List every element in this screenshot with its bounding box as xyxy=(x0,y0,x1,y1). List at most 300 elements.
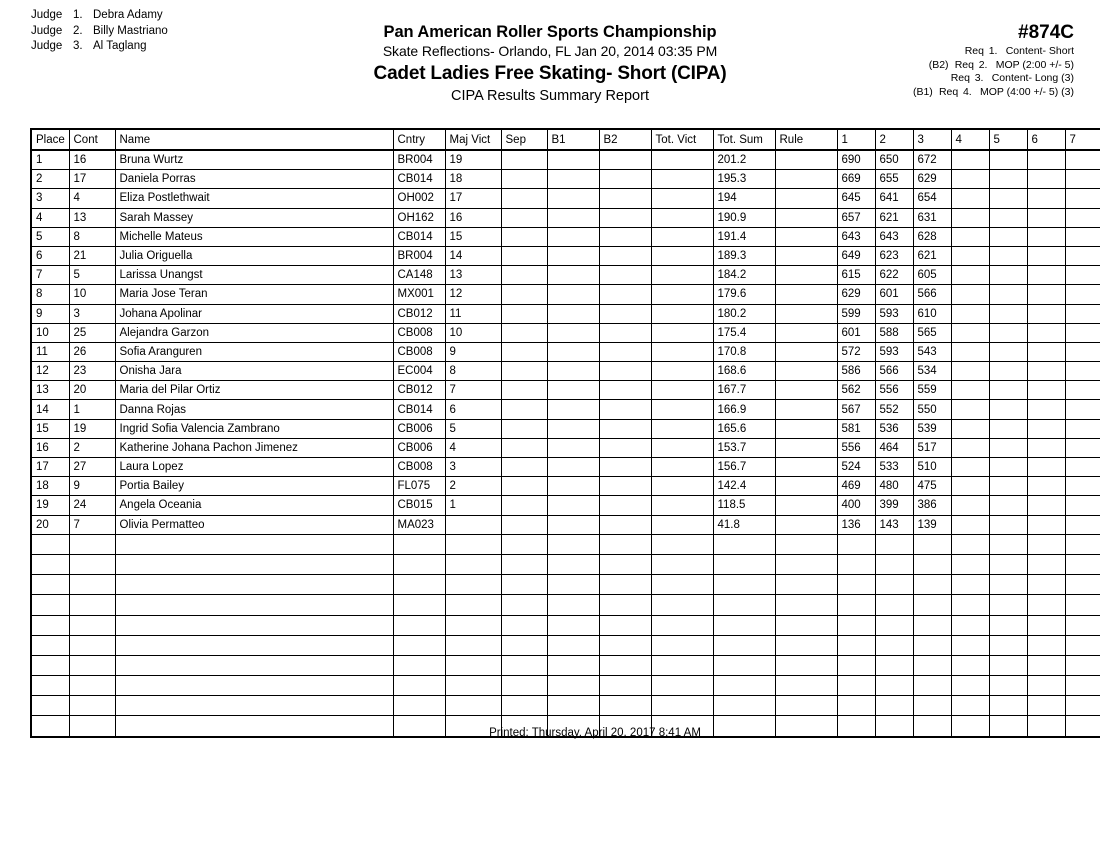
cell-j4 xyxy=(951,170,989,189)
cell-cont: 8 xyxy=(69,227,115,246)
requirement-index: 4. xyxy=(962,85,972,98)
cell-j7 xyxy=(1065,246,1100,265)
cell-b2 xyxy=(599,323,651,342)
cell-j3: 517 xyxy=(913,438,951,457)
table-row[interactable] xyxy=(31,458,1100,477)
cell-j2: 601 xyxy=(875,285,913,304)
cell-cntry: CB008 xyxy=(393,458,445,477)
cell-j6 xyxy=(1027,400,1065,419)
cell-tot_vict xyxy=(651,400,713,419)
cell-place: 17 xyxy=(31,458,69,477)
cell-sep xyxy=(501,458,547,477)
cell-tot_sum xyxy=(713,676,775,696)
cell-j6 xyxy=(1027,676,1065,696)
cell-b2 xyxy=(599,554,651,574)
cell-sep xyxy=(501,676,547,696)
column-header-cntry[interactable]: Cntry xyxy=(393,129,445,150)
cell-tot_vict xyxy=(651,554,713,574)
cell-sep xyxy=(501,635,547,655)
cell-j6 xyxy=(1027,285,1065,304)
table-row[interactable] xyxy=(31,419,1100,438)
cell-name: Larissa Unangst xyxy=(115,266,393,285)
cell-j5 xyxy=(989,419,1027,438)
cell-tot_vict xyxy=(651,323,713,342)
event-category: Cadet Ladies Free Skating- Short (CIPA) xyxy=(373,63,727,84)
column-header-b2[interactable]: B2 xyxy=(599,129,651,150)
cell-j2: 536 xyxy=(875,419,913,438)
cell-tot_sum: 179.6 xyxy=(713,285,775,304)
cell-j7 xyxy=(1065,575,1100,595)
cell-sep xyxy=(501,189,547,208)
event-venue: Skate Reflections- Orlando, FL Jan 20, 2014 03:35 PM xyxy=(382,43,718,59)
table-row[interactable] xyxy=(31,342,1100,361)
cell-b1 xyxy=(547,246,599,265)
cell-j1: 136 xyxy=(837,515,875,534)
table-row-empty[interactable] xyxy=(31,534,1100,554)
cell-j1: 599 xyxy=(837,304,875,323)
cell-j2: 399 xyxy=(875,496,913,515)
cell-tot_vict xyxy=(651,676,713,696)
cell-maj_vict xyxy=(445,615,501,635)
table-row[interactable] xyxy=(31,477,1100,496)
cell-tot_sum xyxy=(713,615,775,635)
cell-j5 xyxy=(989,615,1027,635)
cell-j5 xyxy=(989,554,1027,574)
cell-tot_sum xyxy=(713,696,775,716)
cell-name xyxy=(115,534,393,554)
cell-name: Maria Jose Teran xyxy=(115,285,393,304)
table-row-empty[interactable] xyxy=(31,635,1100,655)
column-header-sep[interactable]: Sep xyxy=(501,129,547,150)
requirement-text: Content- Short xyxy=(1005,45,1074,57)
cell-b2 xyxy=(599,595,651,615)
table-row[interactable] xyxy=(31,266,1100,285)
cell-j1: 615 xyxy=(837,266,875,285)
cell-tot_vict xyxy=(651,266,713,285)
cell-tot_sum xyxy=(713,635,775,655)
cell-tot_sum xyxy=(713,534,775,554)
column-header-j6[interactable]: 6 xyxy=(1027,129,1065,150)
column-header-j1[interactable]: 1 xyxy=(837,129,875,150)
cell-j6 xyxy=(1027,438,1065,457)
event-meta-panel xyxy=(913,22,1074,99)
cell-sep xyxy=(501,477,547,496)
cell-sep xyxy=(501,419,547,438)
column-header-j5[interactable]: 5 xyxy=(989,129,1027,150)
cell-name: Onisha Jara xyxy=(115,362,393,381)
cell-j7 xyxy=(1065,595,1100,615)
cell-j7 xyxy=(1065,266,1100,285)
cell-j3: 543 xyxy=(913,342,951,361)
cell-j4 xyxy=(951,554,989,574)
cell-cont xyxy=(69,595,115,615)
cell-name: Angela Oceania xyxy=(115,496,393,515)
cell-tot_sum: 165.6 xyxy=(713,419,775,438)
cell-maj_vict xyxy=(445,595,501,615)
judge-name: Al Taglang xyxy=(93,40,147,52)
cell-name xyxy=(115,554,393,574)
cell-j5 xyxy=(989,304,1027,323)
cell-sep xyxy=(501,615,547,635)
cell-tot_sum: 195.3 xyxy=(713,170,775,189)
table-row[interactable] xyxy=(31,208,1100,227)
cell-b2 xyxy=(599,575,651,595)
cell-j3: 475 xyxy=(913,477,951,496)
requirement-entry xyxy=(913,45,1074,59)
cell-rule xyxy=(775,515,837,534)
column-header-tot_vict[interactable]: Tot. Vict xyxy=(651,129,713,150)
table-row-empty[interactable] xyxy=(31,676,1100,696)
cell-b1 xyxy=(547,458,599,477)
results-table-body xyxy=(31,150,1100,737)
cell-tot_sum: 201.2 xyxy=(713,150,775,170)
cell-name: Portia Bailey xyxy=(115,477,393,496)
cell-cont xyxy=(69,676,115,696)
cell-j4 xyxy=(951,208,989,227)
cell-j5 xyxy=(989,438,1027,457)
cell-cntry xyxy=(393,655,445,675)
cell-sep xyxy=(501,515,547,534)
results-table-container xyxy=(30,128,1076,738)
cell-cntry: BR004 xyxy=(393,246,445,265)
table-row[interactable] xyxy=(31,227,1100,246)
table-row-empty[interactable] xyxy=(31,595,1100,615)
cell-j6 xyxy=(1027,496,1065,515)
cell-j7 xyxy=(1065,635,1100,655)
table-row[interactable] xyxy=(31,189,1100,208)
column-header-place[interactable]: Place xyxy=(31,129,69,150)
column-header-rule[interactable]: Rule xyxy=(775,129,837,150)
cell-j7 xyxy=(1065,515,1100,534)
cell-j2: 566 xyxy=(875,362,913,381)
cell-place xyxy=(31,696,69,716)
column-header-b1[interactable]: B1 xyxy=(547,129,599,150)
cell-j4 xyxy=(951,438,989,457)
cell-tot_sum: 167.7 xyxy=(713,381,775,400)
cell-j3 xyxy=(913,635,951,655)
cell-b1 xyxy=(547,477,599,496)
cell-place: 19 xyxy=(31,496,69,515)
cell-maj_vict xyxy=(445,575,501,595)
cell-maj_vict: 13 xyxy=(445,266,501,285)
cell-j7 xyxy=(1065,342,1100,361)
column-header-j4[interactable]: 4 xyxy=(951,129,989,150)
cell-rule xyxy=(775,419,837,438)
table-row-empty[interactable] xyxy=(31,696,1100,716)
cell-sep xyxy=(501,208,547,227)
cell-b2 xyxy=(599,208,651,227)
cell-b1 xyxy=(547,304,599,323)
cell-j2: 552 xyxy=(875,400,913,419)
cell-cntry: MA023 xyxy=(393,515,445,534)
cell-j4 xyxy=(951,400,989,419)
cell-cntry: CB008 xyxy=(393,342,445,361)
cell-tot_sum xyxy=(713,554,775,574)
cell-tot_sum: 41.8 xyxy=(713,515,775,534)
column-header-j2[interactable]: 2 xyxy=(875,129,913,150)
cell-maj_vict: 10 xyxy=(445,323,501,342)
cell-j2: 533 xyxy=(875,458,913,477)
table-row-empty[interactable] xyxy=(31,655,1100,675)
cell-j4 xyxy=(951,381,989,400)
cell-j3: 654 xyxy=(913,189,951,208)
cell-j6 xyxy=(1027,615,1065,635)
cell-b2 xyxy=(599,150,651,170)
cell-j2: 143 xyxy=(875,515,913,534)
cell-tot_vict xyxy=(651,362,713,381)
cell-place: 9 xyxy=(31,304,69,323)
cell-place: 1 xyxy=(31,150,69,170)
cell-j3: 534 xyxy=(913,362,951,381)
cell-j3 xyxy=(913,615,951,635)
cell-b2 xyxy=(599,400,651,419)
cell-j2: 588 xyxy=(875,323,913,342)
cell-name xyxy=(115,615,393,635)
table-header-row xyxy=(31,129,1100,150)
cell-tot_sum: 156.7 xyxy=(713,458,775,477)
cell-j7 xyxy=(1065,477,1100,496)
cell-j7 xyxy=(1065,227,1100,246)
cell-tot_sum: 142.4 xyxy=(713,477,775,496)
cell-j7 xyxy=(1065,438,1100,457)
cell-rule xyxy=(775,635,837,655)
cell-b2 xyxy=(599,246,651,265)
cell-cntry: OH162 xyxy=(393,208,445,227)
cell-j1: 562 xyxy=(837,381,875,400)
page-header xyxy=(0,0,1100,115)
cell-cont: 16 xyxy=(69,150,115,170)
cell-name: Johana Apolinar xyxy=(115,304,393,323)
cell-b2 xyxy=(599,477,651,496)
print-footer: Printed: Thursday, April 20, 2017 8:41 AM xyxy=(489,727,701,739)
cell-j1: 601 xyxy=(837,323,875,342)
cell-tot_vict xyxy=(651,575,713,595)
cell-sep xyxy=(501,246,547,265)
cell-name xyxy=(115,696,393,716)
cell-j2 xyxy=(875,534,913,554)
cell-tot_vict xyxy=(651,438,713,457)
cell-tot_vict xyxy=(651,534,713,554)
cell-j6 xyxy=(1027,515,1065,534)
cell-j5 xyxy=(989,458,1027,477)
cell-name xyxy=(115,635,393,655)
cell-b2 xyxy=(599,438,651,457)
cell-cntry xyxy=(393,554,445,574)
table-row[interactable] xyxy=(31,496,1100,515)
cell-cntry: MX001 xyxy=(393,285,445,304)
table-row[interactable] xyxy=(31,285,1100,304)
cell-j1: 572 xyxy=(837,342,875,361)
cell-j6 xyxy=(1027,362,1065,381)
cell-b2 xyxy=(599,655,651,675)
cell-name xyxy=(115,655,393,675)
cell-b1 xyxy=(547,189,599,208)
cell-j2: 641 xyxy=(875,189,913,208)
column-header-name[interactable]: Name xyxy=(115,129,393,150)
cell-rule xyxy=(775,150,837,170)
cell-place: 6 xyxy=(31,246,69,265)
cell-name: Maria del Pilar Ortiz xyxy=(115,381,393,400)
cell-j4 xyxy=(951,515,989,534)
cell-b2 xyxy=(599,304,651,323)
table-row[interactable] xyxy=(31,323,1100,342)
cell-cntry: FL075 xyxy=(393,477,445,496)
cell-place xyxy=(31,615,69,635)
cell-b1 xyxy=(547,595,599,615)
cell-b1 xyxy=(547,419,599,438)
cell-b1 xyxy=(547,615,599,635)
cell-maj_vict: 7 xyxy=(445,381,501,400)
cell-j3: 610 xyxy=(913,304,951,323)
cell-name: Bruna Wurtz xyxy=(115,150,393,170)
table-row-empty[interactable] xyxy=(31,575,1100,595)
table-row-empty[interactable] xyxy=(31,615,1100,635)
table-row-empty[interactable] xyxy=(31,554,1100,574)
cell-j5 xyxy=(989,496,1027,515)
cell-j5 xyxy=(989,285,1027,304)
cell-maj_vict: 4 xyxy=(445,438,501,457)
cell-j2: 650 xyxy=(875,150,913,170)
cell-tot_vict xyxy=(651,170,713,189)
cell-name xyxy=(115,595,393,615)
table-row[interactable] xyxy=(31,438,1100,457)
cell-cont: 21 xyxy=(69,246,115,265)
cell-b2 xyxy=(599,534,651,554)
cell-j1 xyxy=(837,615,875,635)
cell-j5 xyxy=(989,227,1027,246)
cell-rule xyxy=(775,266,837,285)
cell-j6 xyxy=(1027,266,1065,285)
cell-j4 xyxy=(951,189,989,208)
cell-j7 xyxy=(1065,381,1100,400)
cell-j7 xyxy=(1065,323,1100,342)
cell-name: Sofia Aranguren xyxy=(115,342,393,361)
cell-name: Katherine Johana Pachon Jimenez xyxy=(115,438,393,457)
cell-place: 10 xyxy=(31,323,69,342)
cell-j7 xyxy=(1065,304,1100,323)
cell-b1 xyxy=(547,515,599,534)
cell-j6 xyxy=(1027,595,1065,615)
column-header-j3[interactable]: 3 xyxy=(913,129,951,150)
cell-sep xyxy=(501,381,547,400)
cell-name: Alejandra Garzon xyxy=(115,323,393,342)
cell-cont: 25 xyxy=(69,323,115,342)
cell-maj_vict: 15 xyxy=(445,227,501,246)
cell-tot_vict xyxy=(651,419,713,438)
cell-place xyxy=(31,534,69,554)
cell-tot_sum: 118.5 xyxy=(713,496,775,515)
cell-j7 xyxy=(1065,362,1100,381)
table-row[interactable] xyxy=(31,515,1100,534)
cell-maj_vict xyxy=(445,515,501,534)
cell-j5 xyxy=(989,208,1027,227)
cell-maj_vict: 11 xyxy=(445,304,501,323)
cell-j6 xyxy=(1027,189,1065,208)
cell-place: 16 xyxy=(31,438,69,457)
cell-j3 xyxy=(913,554,951,574)
cell-j7 xyxy=(1065,554,1100,574)
cell-j1 xyxy=(837,635,875,655)
cell-cont xyxy=(69,635,115,655)
cell-j7 xyxy=(1065,458,1100,477)
requirement-entry xyxy=(913,59,1074,73)
requirement-label: Req xyxy=(954,58,974,71)
table-row[interactable] xyxy=(31,150,1100,170)
cell-place: 5 xyxy=(31,227,69,246)
cell-j3 xyxy=(913,676,951,696)
cell-rule xyxy=(775,438,837,457)
cell-b2 xyxy=(599,381,651,400)
column-header-cont[interactable]: Cont xyxy=(69,129,115,150)
cell-tot_vict xyxy=(651,381,713,400)
table-row[interactable] xyxy=(31,304,1100,323)
cell-j5 xyxy=(989,575,1027,595)
cell-cntry: CB014 xyxy=(393,170,445,189)
cell-maj_vict: 5 xyxy=(445,419,501,438)
cell-j1 xyxy=(837,534,875,554)
cell-tot_vict xyxy=(651,227,713,246)
table-row[interactable] xyxy=(31,400,1100,419)
cell-j6 xyxy=(1027,458,1065,477)
cell-maj_vict: 9 xyxy=(445,342,501,361)
cell-j1: 586 xyxy=(837,362,875,381)
cell-j2: 593 xyxy=(875,342,913,361)
cell-maj_vict: 3 xyxy=(445,458,501,477)
cell-sep xyxy=(501,595,547,615)
cell-cont: 2 xyxy=(69,438,115,457)
cell-j4 xyxy=(951,419,989,438)
cell-name: Danna Rojas xyxy=(115,400,393,419)
cell-b1 xyxy=(547,575,599,595)
cell-b2 xyxy=(599,342,651,361)
column-header-j7[interactable]: 7 xyxy=(1065,129,1100,150)
table-row[interactable] xyxy=(31,170,1100,189)
cell-j1: 469 xyxy=(837,477,875,496)
cell-place: 3 xyxy=(31,189,69,208)
cell-b2 xyxy=(599,635,651,655)
cell-tot_sum: 175.4 xyxy=(713,323,775,342)
cell-j6 xyxy=(1027,575,1065,595)
cell-j7 xyxy=(1065,400,1100,419)
cell-b2 xyxy=(599,458,651,477)
cell-j2 xyxy=(875,655,913,675)
cell-cntry: CB006 xyxy=(393,419,445,438)
cell-cont: 5 xyxy=(69,266,115,285)
cell-j5 xyxy=(989,150,1027,170)
cell-tot_vict xyxy=(651,595,713,615)
cell-tot_sum: 190.9 xyxy=(713,208,775,227)
cell-j5 xyxy=(989,189,1027,208)
cell-name: Michelle Mateus xyxy=(115,227,393,246)
cell-rule xyxy=(775,655,837,675)
cell-j1: 581 xyxy=(837,419,875,438)
column-header-tot_sum[interactable]: Tot. Sum xyxy=(713,129,775,150)
column-header-maj_vict[interactable]: Maj Vict xyxy=(445,129,501,150)
cell-place: 11 xyxy=(31,342,69,361)
cell-maj_vict: 17 xyxy=(445,189,501,208)
cell-j2: 593 xyxy=(875,304,913,323)
cell-place xyxy=(31,554,69,574)
table-row[interactable] xyxy=(31,246,1100,265)
table-row[interactable] xyxy=(31,381,1100,400)
cell-place xyxy=(31,655,69,675)
cell-rule xyxy=(775,304,837,323)
judge-label: Judge xyxy=(31,9,63,21)
cell-cntry xyxy=(393,696,445,716)
cell-j5 xyxy=(989,696,1027,716)
table-row[interactable] xyxy=(31,362,1100,381)
cell-tot_vict xyxy=(651,208,713,227)
